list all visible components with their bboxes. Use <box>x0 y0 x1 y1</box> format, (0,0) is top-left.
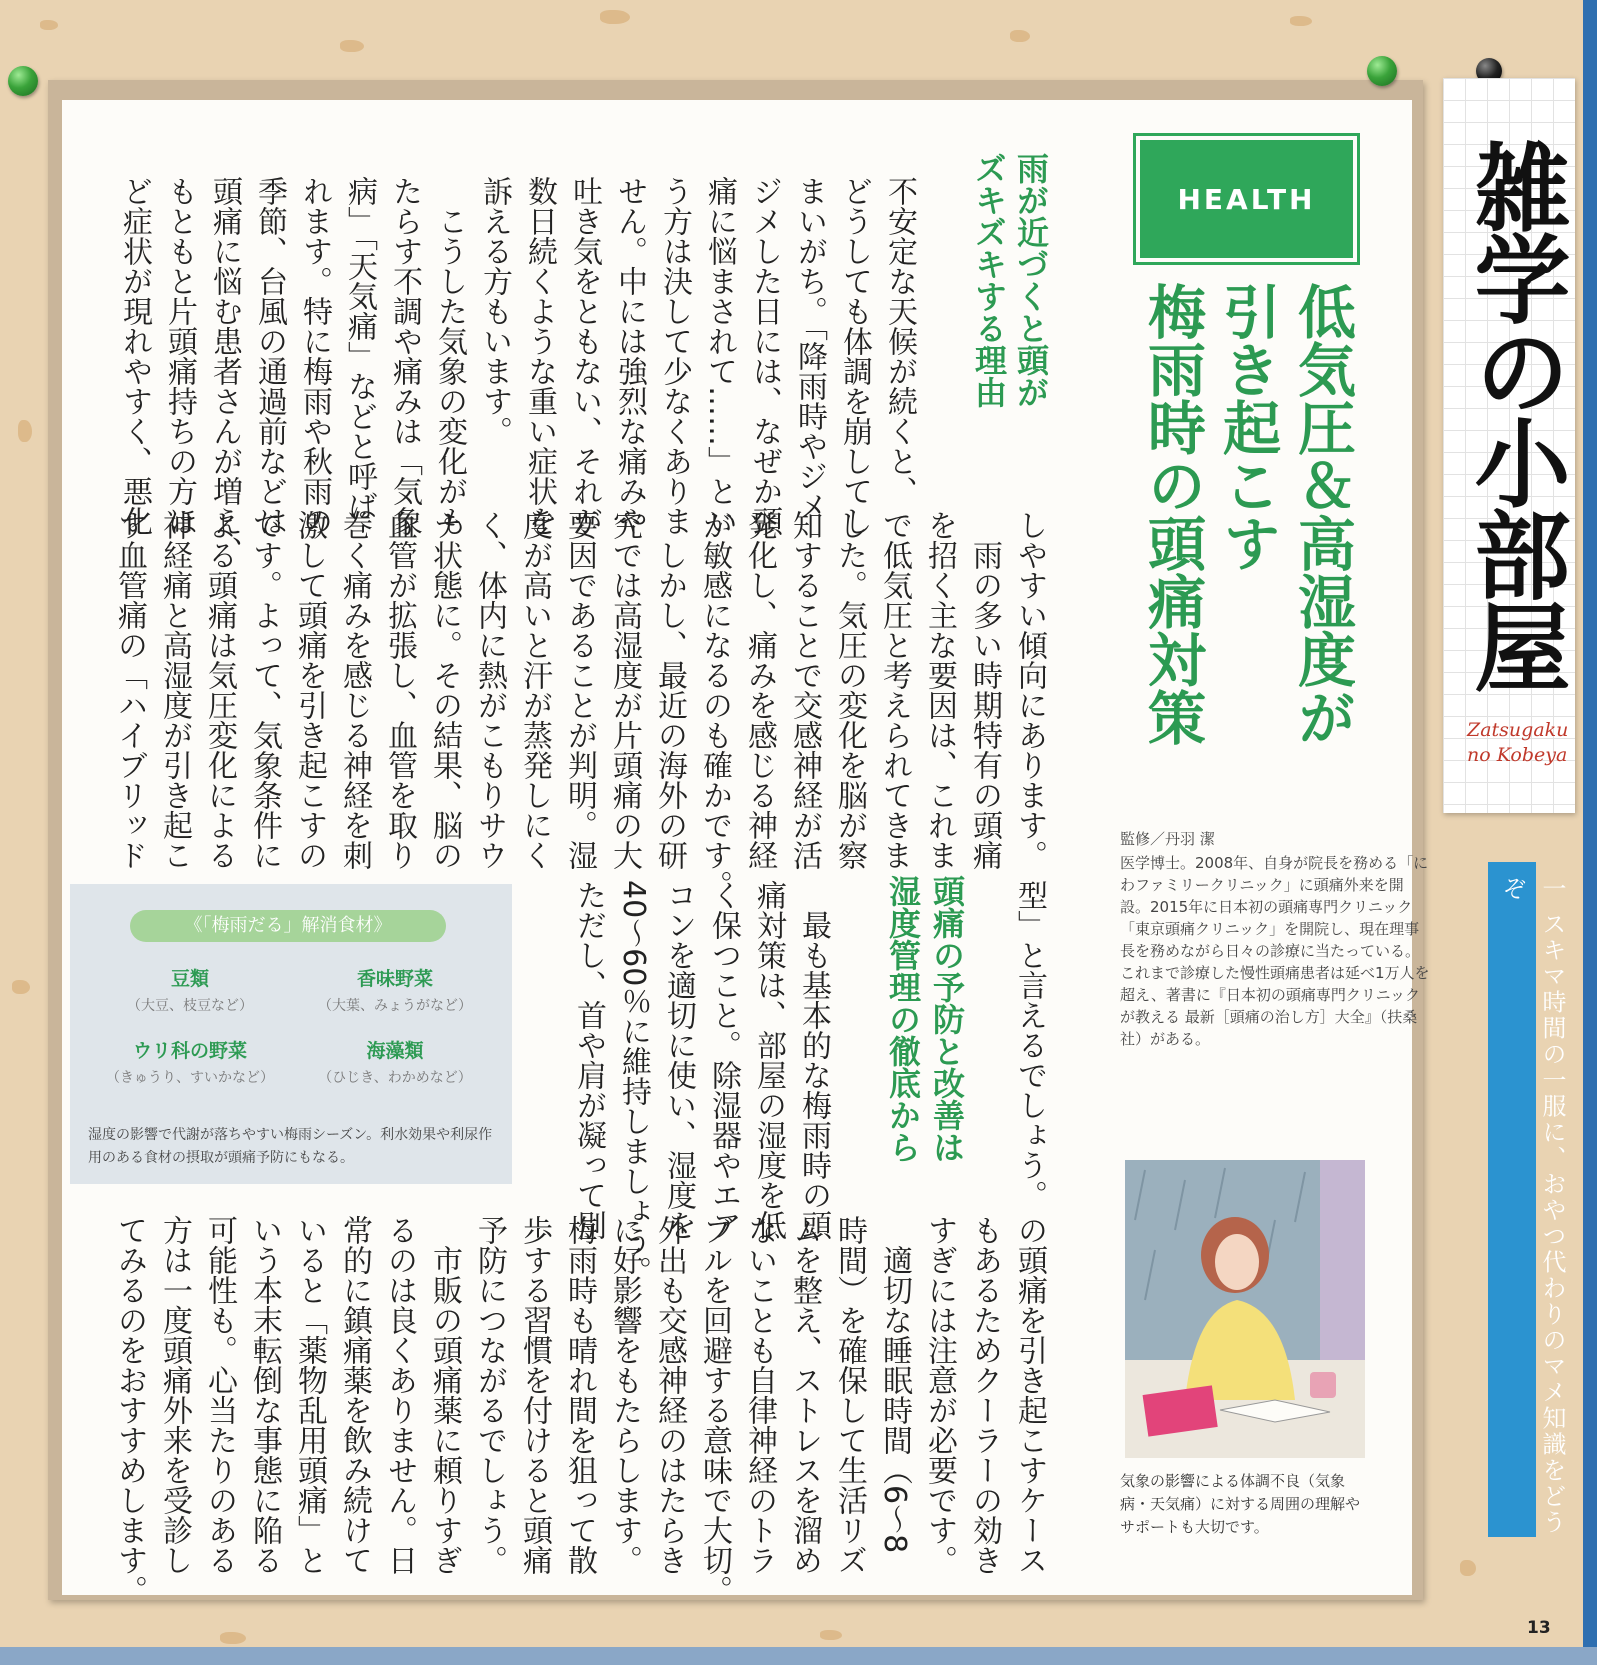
body-column: せん。中には強烈な痛みや <box>612 176 647 536</box>
body-column: 訴える方もいます。 <box>477 176 512 446</box>
romaji-line-2: no Kobeya <box>1467 743 1568 766</box>
body-column: 季節、台風の通過前などは <box>252 176 287 536</box>
food-box-note: 湿度の影響で代謝が落ちやすい梅雨シーズン。利水効果や利尿作用のある食材の摂取が頭痛予防にもなる。 <box>88 1127 493 1166</box>
body-column: どうしても体調を崩してし <box>837 176 872 536</box>
background-speck <box>600 10 630 24</box>
green-pushpin-right <box>1367 56 1397 86</box>
body-column: す血管痛の「ハイブリッド <box>112 510 147 870</box>
body-column: もともと片頭痛持ちの方ほ <box>162 176 197 536</box>
body-column: てみるのをおすすめします。 <box>112 1215 147 1605</box>
background-speck <box>820 1630 842 1640</box>
series-tagline: 一 スキマ時間の一服に、おやつ代わりのマメ知識をどうぞ <box>1498 876 1566 1536</box>
body-column: 市販の頭痛薬に頼りすぎ <box>427 1215 462 1575</box>
body-column: が敏感になるのも確かです。 <box>697 510 732 900</box>
body-column: こうした気象の変化がも <box>432 176 467 536</box>
section2-heading-line-1: 頭痛の予防と改善は <box>928 875 966 1163</box>
food-name: ウリ科の野菜 <box>132 1040 247 1062</box>
body-column: 最も基本的な梅雨時の頭 <box>796 880 831 1240</box>
right-edge-tape <box>1583 0 1597 1665</box>
food-item <box>90 964 290 1015</box>
section2-heading-line-2: 湿度管理の徹底から <box>884 875 922 1163</box>
romaji-line-1: Zatsugaku <box>1467 719 1569 741</box>
background-speck <box>1010 30 1030 42</box>
headline-line-3: 梅雨時の頭痛対策 <box>1138 282 1206 746</box>
body-column: 適切な睡眠時間（6～8 <box>877 1215 912 1554</box>
body-column: に好影響をもたらします。 <box>607 1215 642 1575</box>
background-speck <box>220 1632 246 1644</box>
body-column: 型」と言えるでしょう。 <box>1012 880 1047 1210</box>
body-column: 予防につながるでしょう。 <box>472 1215 507 1575</box>
body-column: ジメした日には、なぜか頭 <box>747 176 782 536</box>
background-speck <box>1290 16 1312 26</box>
body-column: 梅雨時も晴れ間を狙って散 <box>562 1215 597 1575</box>
body-column: まいがち。「降雨時やジメ <box>792 176 827 521</box>
body-column: 40～60％に維持しましょう。 <box>616 880 651 1287</box>
body-column: いると「薬物乱用頭痛」と <box>292 1215 327 1575</box>
food-item <box>90 1036 290 1087</box>
food-name: 海藻類 <box>366 1040 424 1062</box>
body-column: く、体内に熱がこもりサウ <box>472 510 507 870</box>
body-column: 知することで交感神経が活 <box>787 510 822 870</box>
body-column: ナ状態に。その結果、脳の <box>427 510 462 870</box>
series-tagline-strip <box>1488 862 1566 1537</box>
food-item <box>295 1036 495 1087</box>
headache-illustration <box>1125 1160 1365 1458</box>
body-column: 数日続くような重い症状を <box>522 176 557 536</box>
supervisor-bio: 医学博士。2008年、自身が院長を務める「にわファミリークリニック」に頭痛外来を開設。2015年に日本初の頭痛専門クリニック「東京頭痛クリニック」を開院し、現在理事長を務めながら日々の診療に当たっている。これまで診療した慢性頭痛患者は延べ1万人を超え、著書に『日本初の頭痛専門クリニックが教える 最新［頭痛の治し方］大全』（扶桑社）がある。 <box>1120 854 1430 1048</box>
body-column: 方は一度頭痛外来を受診し <box>157 1215 192 1575</box>
body-column: コンを適切に使い、湿度を <box>661 880 696 1240</box>
body-column: で低気圧と考えられてきま <box>877 510 912 870</box>
series-title: 雑学の小部屋 <box>1459 138 1572 690</box>
series-title-card <box>1443 78 1575 813</box>
body-column: く保つこと。除湿器やエア <box>706 880 741 1240</box>
body-column: 血管が拡張し、血管を取り <box>382 510 417 870</box>
woman-at-desk-illustration <box>1125 1160 1365 1458</box>
body-column: しかし、最近の海外の研 <box>652 510 687 870</box>
body-column: しやすい傾向にあります。 <box>1012 510 1047 870</box>
body-column: ムを整え、ストレスを溜め <box>787 1215 822 1575</box>
body-column: 度が高いと汗が蒸発しにく <box>517 510 552 870</box>
body-column: たらす不調や痛みは「気象 <box>387 176 422 536</box>
body-column: 時間）を確保して生活リズ <box>832 1215 867 1575</box>
body-column: 痛対策は、部屋の湿度を低 <box>751 880 786 1240</box>
food-box-title: 《「梅雨だる」解消食材》 <box>130 910 446 942</box>
body-column: 要因であることが判明。湿 <box>562 510 597 870</box>
headline-line-2: 引き起こす <box>1213 282 1281 572</box>
food-examples: （ひじき、わかめなど） <box>318 1070 472 1086</box>
food-box <box>70 884 512 1184</box>
food-examples: （大葉、みょうがなど） <box>318 998 472 1014</box>
body-column: 雨の多い時期特有の頭痛 <box>967 510 1002 870</box>
food-name: 豆類 <box>170 968 209 990</box>
body-column: ただし、首や肩が凝って別 <box>571 880 606 1240</box>
body-column: 常的に鎮痛薬を飲み続けて <box>337 1215 372 1575</box>
section1-heading-line-1: 雨が近づくと頭が <box>1012 152 1050 408</box>
background-speck <box>12 980 30 994</box>
body-column: ど症状が現れやすく、悪化 <box>117 176 152 536</box>
headline-line-1: 低気圧＆高湿度が <box>1288 282 1356 746</box>
body-column: 痛に悩まされて……」とい <box>702 176 737 536</box>
body-column: 激して頭痛を引き起こすの <box>292 510 327 870</box>
body-column: よる頭痛は気圧変化による <box>202 510 237 870</box>
body-column: う方は決して少なくありま <box>657 176 692 536</box>
body-column: 外出も交感神経のはたらき <box>652 1215 687 1575</box>
body-column: 歩する習慣を付けると頭痛 <box>517 1215 552 1575</box>
supervisor-label: 監修／丹羽 潔 <box>1120 830 1215 848</box>
background-speck <box>40 20 58 30</box>
body-column: 発化し、痛みを感じる神経 <box>742 510 777 870</box>
body-column: 頭痛に悩む患者さんが増え、 <box>207 176 242 566</box>
body-column: です。よって、気象条件に <box>247 510 282 870</box>
body-column: いう本末転倒な事態に陥る <box>247 1215 282 1575</box>
background-speck <box>1460 1560 1476 1576</box>
supervisor-profile <box>1120 828 1430 1050</box>
food-examples: （きゅうり、すいかなど） <box>106 1070 274 1086</box>
section1-heading-line-2: ズキズキする理由 <box>970 152 1008 408</box>
background-speck <box>340 40 364 52</box>
body-column: 神経痛と高湿度が引き起こ <box>157 510 192 870</box>
page-number: 13 <box>1527 1618 1551 1638</box>
body-column: した。気圧の変化を脳が察 <box>832 510 867 870</box>
series-romaji <box>1467 718 1577 767</box>
bottom-band <box>0 1647 1597 1665</box>
body-column: の頭痛を引き起こすケース <box>1012 1215 1047 1575</box>
body-column: 病」「天気痛」などと呼ば <box>342 176 377 521</box>
body-column: ないことも自律神経のトラ <box>742 1215 777 1575</box>
body-column: もあるためクーラーの効き <box>967 1215 1002 1575</box>
food-item <box>295 964 495 1015</box>
body-column: 不安定な天候が続くと、 <box>882 176 917 506</box>
illustration-caption: 気象の影響による体調不良（気象病・天気痛）に対する周囲の理解やサポートも大切です。 <box>1120 1472 1361 1536</box>
body-column: 究では高湿度が片頭痛の大 <box>607 510 642 870</box>
background-speck <box>18 420 32 442</box>
health-badge: HEALTH <box>1140 140 1353 258</box>
body-column: れます。特に梅雨や秋雨の <box>297 176 332 536</box>
body-column: ブルを回避する意味で大切。 <box>697 1215 732 1605</box>
body-column: 吐き気をともない、それが <box>567 176 602 536</box>
body-column: を招く主な要因は、これま <box>922 510 957 870</box>
green-pushpin-left <box>8 66 38 96</box>
food-examples: （大豆、枝豆など） <box>127 998 253 1014</box>
body-column: るのは良くありません。日 <box>382 1215 417 1575</box>
food-name: 香味野菜 <box>356 968 433 990</box>
body-column: 巻く痛みを感じる神経を刺 <box>337 510 372 870</box>
body-column: 可能性も。心当たりのある <box>202 1215 237 1575</box>
body-column: すぎには注意が必要です。 <box>922 1215 957 1575</box>
